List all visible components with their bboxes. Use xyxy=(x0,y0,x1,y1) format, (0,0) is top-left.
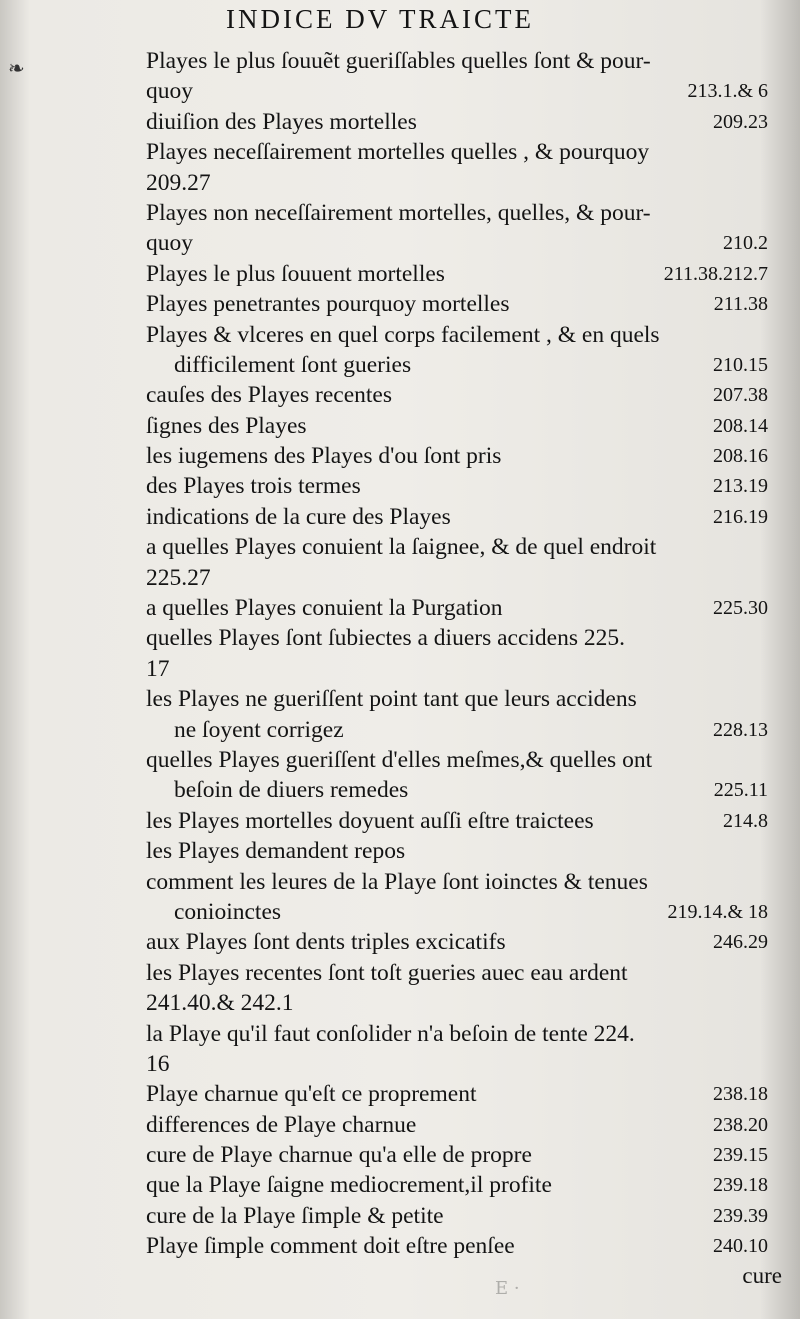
page-reference: 211.38.212.7 xyxy=(663,262,768,285)
page-reference: 216.19 xyxy=(713,505,768,528)
entry-line xyxy=(146,46,768,76)
entry-text: la Playe qu'il faut conſolider n'a beſoin de tente 224. xyxy=(146,1020,635,1047)
entry-text: aux Playes ſont dents triples excicatifs xyxy=(146,929,506,956)
index-entry xyxy=(146,320,768,381)
index-entry xyxy=(146,471,768,501)
entry-text: ne ſoyent corrigez xyxy=(174,716,344,743)
entry-line xyxy=(146,897,768,927)
index-entry xyxy=(146,441,768,471)
page-reference: 213.1.& 6 xyxy=(687,80,768,103)
entry-line xyxy=(146,289,768,319)
entry-line xyxy=(146,1079,768,1109)
entry-line xyxy=(146,806,768,836)
index-entry xyxy=(146,532,768,593)
entry-line xyxy=(146,380,768,410)
entry-text: Playes le plus ſouuent mortelles xyxy=(146,260,445,287)
catchword: cure xyxy=(742,1263,782,1288)
margin-ink-mark: ❧ xyxy=(8,56,25,80)
index-entry xyxy=(146,259,768,289)
entry-text: quelles Playes gueriſſent d'elles meſmes,& quelles ont xyxy=(146,746,653,773)
page-reference: 228.13 xyxy=(713,718,768,741)
index-entry xyxy=(146,46,768,107)
entry-line xyxy=(146,623,768,653)
entry-line xyxy=(146,684,768,714)
page-reference: 210.2 xyxy=(723,232,768,255)
entry-line xyxy=(146,1201,768,1231)
entry-line xyxy=(146,927,768,957)
entry-text: diuiſion des Playes mortelles xyxy=(146,108,417,135)
index-entry xyxy=(146,1231,768,1261)
entry-text: Playe charnue qu'eſt ce proprement xyxy=(146,1081,477,1108)
index-entry xyxy=(146,745,768,806)
index-entry xyxy=(146,1170,768,1200)
entry-line xyxy=(146,1140,768,1170)
entry-text: quoy xyxy=(146,230,193,257)
index-entry xyxy=(146,107,768,137)
entry-line xyxy=(146,168,768,198)
entry-text: indications de la cure des Playes xyxy=(146,503,451,530)
entry-line xyxy=(146,259,768,289)
index-entry xyxy=(146,593,768,623)
entry-text: ſignes des Playes xyxy=(146,412,307,439)
entry-line xyxy=(146,471,768,501)
index-entry xyxy=(146,623,768,684)
entry-text: cauſes des Playes recentes xyxy=(146,382,392,409)
page-reference: 238.18 xyxy=(713,1083,768,1106)
page-reference: 239.18 xyxy=(713,1174,768,1197)
entry-text: Playes neceſſairement mortelles quelles , & pourquoy xyxy=(146,139,650,166)
entry-text: les iugemens des Playes d'ou ſont pris xyxy=(146,443,502,470)
signature-mark: E · xyxy=(495,1278,520,1299)
page-reference: 207.38 xyxy=(713,384,768,407)
page-reference: 213.19 xyxy=(713,475,768,498)
entry-text: 225.27 xyxy=(146,564,211,591)
entry-line xyxy=(146,76,768,106)
index-entry xyxy=(146,1019,768,1080)
index-entry xyxy=(146,198,768,259)
index-entry xyxy=(146,137,768,198)
entry-text: 16 xyxy=(146,1050,170,1077)
entry-line xyxy=(146,563,768,593)
entry-line xyxy=(146,320,768,350)
index-entry xyxy=(146,1201,768,1231)
index-entry xyxy=(146,289,768,319)
entry-line xyxy=(146,745,768,775)
entry-line xyxy=(146,1049,768,1079)
entry-line xyxy=(146,1170,768,1200)
index-entry xyxy=(146,684,768,745)
entry-text: 241.40.& 242.1 xyxy=(146,990,294,1017)
entry-text: cure de la Playe ſimple & petite xyxy=(146,1202,444,1229)
entry-text: Playes penetrantes pourquoy mortelles xyxy=(146,291,510,318)
index-entry xyxy=(146,867,768,928)
page-reference: 211.38 xyxy=(713,293,768,316)
entry-text: quelles Playes ſont ſubiectes a diuers accidens 225. xyxy=(146,625,626,652)
entry-line xyxy=(146,1019,768,1049)
entry-line xyxy=(146,198,768,228)
entry-text: Playes & vlceres en quel corps facilement , & en quels xyxy=(146,321,660,348)
entry-text: a quelles Playes conuient la Purgation xyxy=(146,595,503,622)
entry-text: les Playes ne gueriſſent point tant que leurs accidens xyxy=(146,686,637,713)
entry-line xyxy=(146,137,768,167)
page-reference: 208.16 xyxy=(713,445,768,468)
index-entry xyxy=(146,411,768,441)
index-entry xyxy=(146,380,768,410)
entry-text: cure de Playe charnue qu'a elle de propre xyxy=(146,1142,532,1169)
entry-line xyxy=(146,107,768,137)
index-entry xyxy=(146,806,768,836)
entry-line xyxy=(146,836,768,866)
entry-line xyxy=(146,775,768,805)
index-entry xyxy=(146,958,768,1019)
entry-text: des Playes trois termes xyxy=(146,473,361,500)
entry-line xyxy=(146,1231,768,1261)
entry-line xyxy=(146,502,768,532)
running-head: INDICE DV TRAICTE xyxy=(226,4,534,34)
entry-text: differences de Playe charnue xyxy=(146,1111,417,1138)
entry-line xyxy=(146,958,768,988)
entry-line xyxy=(146,654,768,684)
entry-line xyxy=(146,1110,768,1140)
entry-text: les Playes demandent repos xyxy=(146,838,406,865)
page-reference: 225.11 xyxy=(713,779,768,802)
entry-text: conioinctes xyxy=(174,898,282,925)
entry-text: 17 xyxy=(146,655,170,682)
index-entry xyxy=(146,1140,768,1170)
page-reference: 238.20 xyxy=(713,1113,768,1136)
page-reference: 239.15 xyxy=(713,1144,768,1167)
entry-text: les Playes recentes ſont toſt gueries auec eau ardent xyxy=(146,959,628,986)
entry-line xyxy=(146,867,768,897)
entry-text: beſoin de diuers remedes xyxy=(174,777,409,804)
entry-line xyxy=(146,532,768,562)
page-reference: 219.14.& 18 xyxy=(667,900,768,923)
index-entry xyxy=(146,502,768,532)
entry-line xyxy=(146,350,768,380)
page-reference: 239.39 xyxy=(713,1204,768,1227)
entry-line xyxy=(146,593,768,623)
entry-line xyxy=(146,715,768,745)
page-reference: 240.10 xyxy=(713,1235,768,1258)
entry-text: comment les leures de la Playe ſont ioinctes & tenues xyxy=(146,868,648,895)
page-reference: 246.29 xyxy=(713,931,768,954)
index-entries xyxy=(146,46,768,1262)
page-reference: 208.14 xyxy=(713,414,768,437)
entry-line xyxy=(146,411,768,441)
entry-text: a quelles Playes conuient la ſaignee, & de quel endroit xyxy=(146,534,657,561)
entry-text: quoy xyxy=(146,78,193,105)
entry-text: difficilement ſont gueries xyxy=(174,351,412,378)
page-reference: 225.30 xyxy=(713,597,768,620)
entry-text: Playes le plus ſouuẽt gueriſſables quelles ſont & pour- xyxy=(146,48,651,74)
page-reference: 210.15 xyxy=(713,353,768,376)
index-entry xyxy=(146,836,768,866)
entry-line xyxy=(146,228,768,258)
index-entry xyxy=(146,927,768,957)
index-entry xyxy=(146,1110,768,1140)
entry-line xyxy=(146,441,768,471)
page-reference: 209.23 xyxy=(713,110,768,133)
entry-text: les Playes mortelles doyuent auſſi eſtre traictees xyxy=(146,807,594,834)
entry-text: que la Playe ſaigne mediocrement,il profite xyxy=(146,1172,552,1199)
page-reference: 214.8 xyxy=(723,809,768,832)
entry-text: Playes non neceſſairement mortelles, quelles, & pour- xyxy=(146,199,651,226)
index-entry xyxy=(146,1079,768,1109)
entry-line xyxy=(146,988,768,1018)
entry-text: Playe ſimple comment doit eſtre penſee xyxy=(146,1233,515,1260)
entry-text: 209.27 xyxy=(146,169,211,196)
